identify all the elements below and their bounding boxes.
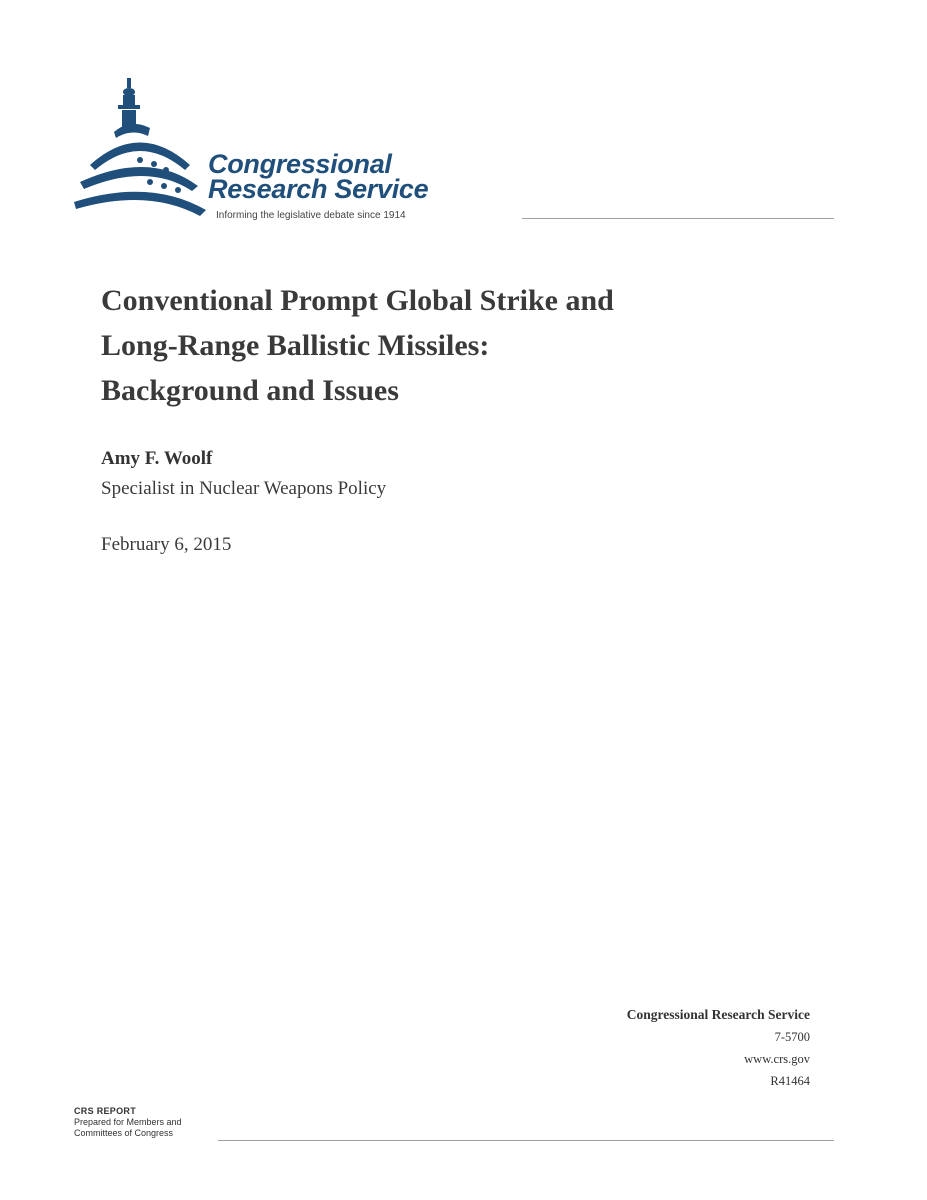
footer-report-label [74,1106,182,1139]
capitol-dome-icon [70,70,220,230]
footer-divider [218,1140,834,1141]
author-role: Specialist in Nuclear Weapons Policy [101,478,387,499]
crs-report-label: CRS REPORT [74,1106,137,1116]
organization-name [208,149,429,204]
report-title-line1: Conventional Prompt Global Strike and [101,284,614,317]
tagline: Informing the legislative debate since 1914 [216,210,406,221]
prepared-line1: Prepared for Members and [74,1117,182,1127]
crs-name: Congressional Research Service [626,1007,810,1022]
header-divider [522,218,834,219]
report-title-line3: Background and Issues [101,374,399,407]
crs-website: www.crs.gov [744,1052,810,1066]
author-name: Amy F. Woolf [101,448,213,469]
crs-code: 7-5700 [774,1030,810,1044]
organization-name-line2: Research Service [208,174,429,204]
report-date: February 6, 2015 [101,534,232,555]
report-title-line2: Long-Range Ballistic Missiles: [101,329,490,362]
prepared-line2: Committees of Congress [74,1128,174,1138]
crs-info-block [627,1004,810,1092]
organization-name-line1: Congressional [208,149,392,179]
report-title [101,278,801,413]
report-number: R41464 [770,1074,810,1088]
